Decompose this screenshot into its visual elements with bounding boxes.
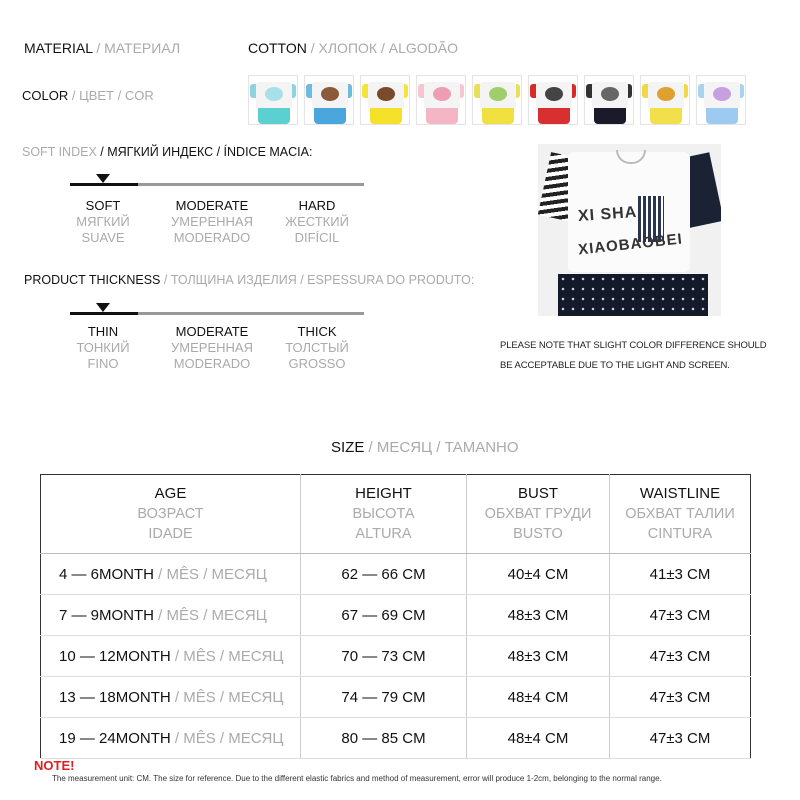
color-note-line1: PLEASE NOTE THAT SLIGHT COLOR DIFFERENCE SHOULD [500, 340, 767, 351]
cell-waistline: 41±3 CM [610, 554, 751, 595]
soft-index-bar [138, 183, 364, 186]
material-value: COTTON / ХЛОПОК / ALGODÃO [248, 40, 458, 56]
swatch-print [489, 87, 507, 101]
tshirt-print-line1: XI SHA [577, 203, 638, 226]
cell-height: 67 — 69 CM [301, 595, 467, 636]
color-label-alt2: COR [124, 88, 154, 103]
cell-age: 19 — 24MONTH / MÊS / МЕСЯЦ [41, 718, 301, 759]
swatch-print [657, 87, 675, 101]
swatch-pants [426, 108, 458, 124]
cell-waistline: 47±3 CM [610, 595, 751, 636]
swatch-pants [370, 108, 402, 124]
size-table [40, 474, 751, 759]
soft-index-heading: SOFT INDEX / МЯГКИЙ ИНДЕКС / ÍNDICE MACIA: [22, 145, 313, 159]
thickness-label: PRODUCT THICKNESS [24, 273, 161, 287]
material-value-main: COTTON [248, 40, 307, 56]
cell-waistline: 47±3 CM [610, 636, 751, 677]
color-swatch-2[interactable] [304, 75, 354, 125]
size-title-alt1: МЕСЯЦ [376, 439, 433, 456]
cell-bust: 48±3 CM [467, 595, 610, 636]
size-title-main: SIZE [331, 439, 365, 456]
color-swatch-6[interactable] [528, 75, 578, 125]
swatch-print [377, 87, 395, 101]
table-row [41, 554, 751, 595]
thickness-bar [138, 312, 364, 315]
measurement-note [34, 758, 662, 783]
swatch-pants [538, 108, 570, 124]
swatch-print [601, 87, 619, 101]
tshirt-print-line2: XIAOBAOBEI [577, 230, 684, 259]
size-table-header [41, 475, 751, 554]
header-age: AGE ВОЗРАСТ IDADE [41, 475, 301, 554]
material-label-alt: МАТЕРИАЛ [104, 40, 181, 56]
soft-option-2: MODERATE УМЕРЕННАЯ МОDERADO [171, 198, 253, 245]
swatch-pants [314, 108, 346, 124]
size-title-alt2: TAMANHO [444, 439, 519, 456]
cell-height: 62 — 66 CM [301, 554, 467, 595]
product-photo [538, 144, 721, 316]
thickness-heading: PRODUCT THICKNESS / ТОЛЩИНА ИЗДЕЛИЯ / ESPESSURA DO PRODUTO: [24, 273, 475, 287]
table-row [41, 677, 751, 718]
cell-bust: 48±3 CM [467, 636, 610, 677]
material-value-alt2: ALGODÃO [388, 40, 458, 56]
note-title: NOTE! [34, 758, 75, 773]
cell-age: 4 — 6MONTH / MÊS / МЕСЯЦ [41, 554, 301, 595]
cell-height: 74 — 79 CM [301, 677, 467, 718]
swatch-print [545, 87, 563, 101]
color-row: COLOR / ЦВЕТ / COR [22, 88, 154, 103]
soft-index-label: SOFT INDEX [22, 145, 97, 159]
soft-index-bar-active [70, 183, 138, 186]
thickness-pointer-icon [96, 303, 110, 312]
header-height: HEIGHT ВЫСОТА ALTURA [301, 475, 467, 554]
swatch-print [433, 87, 451, 101]
cell-bust: 48±4 CM [467, 677, 610, 718]
color-swatch-1[interactable] [248, 75, 298, 125]
cell-bust: 40±4 CM [467, 554, 610, 595]
color-swatch-4[interactable] [416, 75, 466, 125]
color-swatch-7[interactable] [584, 75, 634, 125]
material-label: MATERIAL [24, 40, 93, 56]
table-row [41, 636, 751, 677]
cell-height: 80 — 85 CM [301, 718, 467, 759]
color-swatch-3[interactable] [360, 75, 410, 125]
material-row: MATERIAL / МАТЕРИАЛ [24, 40, 181, 56]
color-label-alt1: ЦВЕТ [79, 88, 114, 103]
cell-age: 7 — 9MONTH / MÊS / МЕСЯЦ [41, 595, 301, 636]
thickness-option-1: THIN ТОНКИЙ FINO [76, 324, 130, 371]
header-bust: BUST ОБХВАТ ГРУДИ BUSTO [467, 475, 610, 554]
color-swatch-8[interactable] [640, 75, 690, 125]
color-swatch-5[interactable] [472, 75, 522, 125]
header-waistline: WAISTLINE ОБХВАТ ТАЛИИ CINTURA [610, 475, 751, 554]
soft-index-pointer-icon [96, 174, 110, 183]
material-value-alt1: ХЛОПОК [318, 40, 378, 56]
color-swatches [248, 75, 746, 125]
cell-height: 70 — 73 CM [301, 636, 467, 677]
swatch-pants [258, 108, 290, 124]
color-note-line2: BE ACCEPTABLE DUE TO THE LIGHT AND SCREEN. [500, 360, 730, 371]
table-row [41, 595, 751, 636]
cell-bust: 48±4 CM [467, 718, 610, 759]
thickness-option-2: MODERATE УМЕРЕННАЯ МОDERADO [171, 324, 253, 371]
table-row [41, 718, 751, 759]
thickness-option-3: THICK ТОЛСТЫЙ GROSSO [285, 324, 349, 371]
swatch-pants [482, 108, 514, 124]
color-label: COLOR [22, 88, 69, 103]
color-swatch-9[interactable] [696, 75, 746, 125]
soft-option-1: SOFT МЯГКИЙ SUAVE [76, 198, 130, 245]
soft-option-3: HARD ЖЕСТКИЙ DIFÍCIL [285, 198, 349, 245]
swatch-print [713, 87, 731, 101]
thickness-bar-active [70, 312, 138, 315]
note-text: The measurement unit: CM. The size for reference. Due to the different elastic fabrics and method of measurement, error will produce 1-2cm, belonging to the normal range. [52, 774, 662, 783]
swatch-print [265, 87, 283, 101]
cell-waistline: 47±3 CM [610, 718, 751, 759]
swatch-print [321, 87, 339, 101]
size-title: SIZE / МЕСЯЦ / TAMANHO [331, 439, 519, 456]
swatch-pants [650, 108, 682, 124]
dotted-pants [558, 274, 708, 316]
cell-age: 10 — 12MONTH / MÊS / МЕСЯЦ [41, 636, 301, 677]
cell-age: 13 — 18MONTH / MÊS / МЕСЯЦ [41, 677, 301, 718]
swatch-pants [706, 108, 738, 124]
swatch-pants [594, 108, 626, 124]
soft-index-label-alt: МЯГКИЙ ИНДЕКС / ÍNDICE MACIA: [107, 145, 313, 159]
thickness-label-alt: ТОЛЩИНА ИЗДЕЛИЯ / ESPESSURA DO PRODUTO: [170, 273, 475, 287]
cell-waistline: 47±3 CM [610, 677, 751, 718]
